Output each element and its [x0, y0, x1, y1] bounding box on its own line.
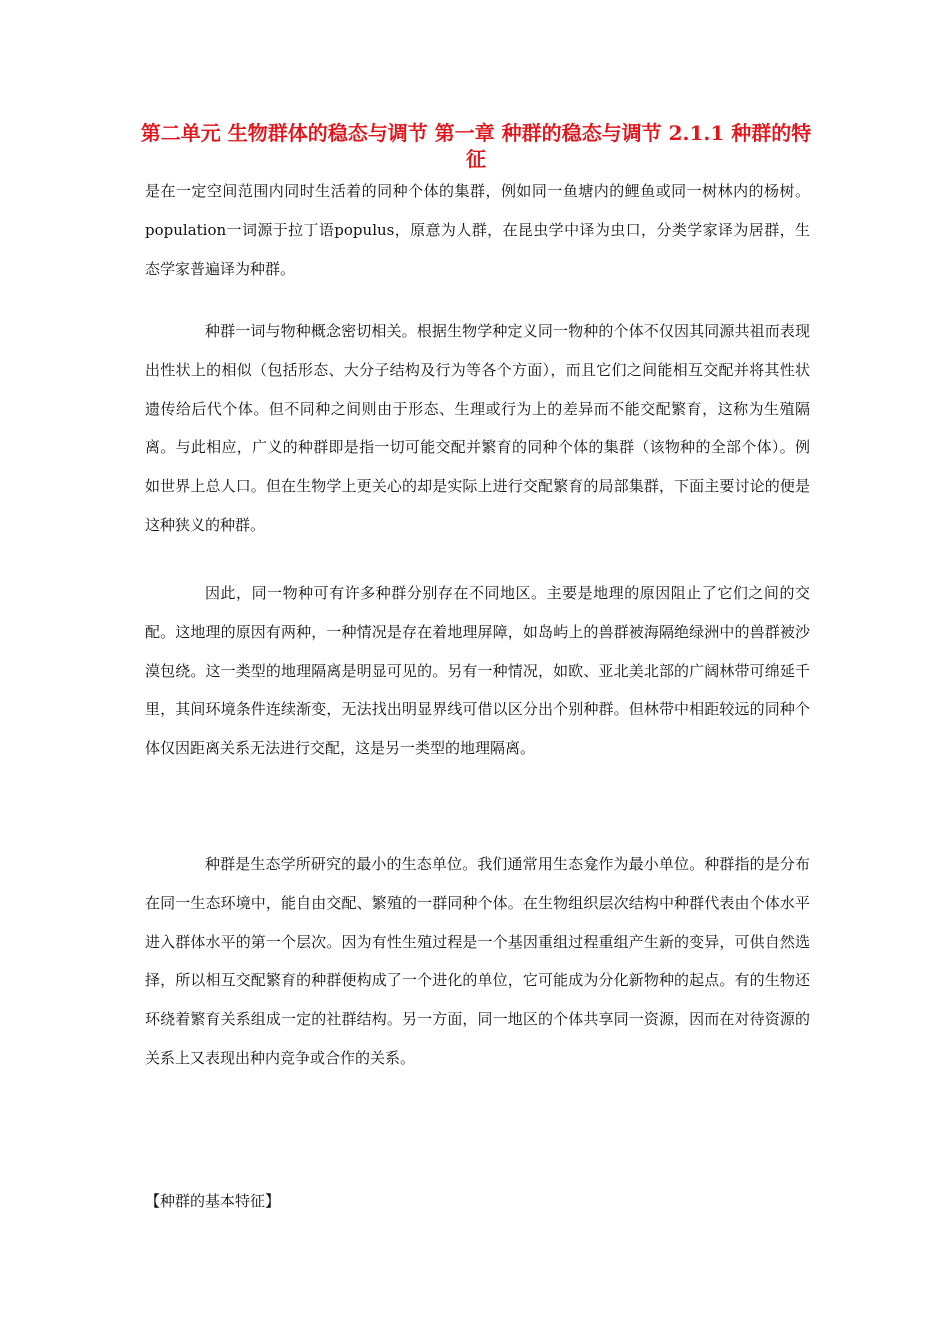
paragraph-definition: 是在一定空间范围内同时生活着的同种个体的集群，例如同一鱼塘内的鲤鱼或同一树林内的杨树。population一词源于拉丁语populus，原意为人群，在昆虫学中译为虫口，分类学家译为居群，生态学家普遍译为种群。 — [145, 182, 810, 278]
paragraph-geographic-isolation: 因此，同一物种可有许多种群分别存在不同地区。主要是地理的原因阻止了它们之间的交配。这地理的原因有两种，一种情况是存在着地理屏障，如岛屿上的兽群被海隔绝绿洲中的兽群被沙漠包绕。这一类型的地理隔离是明显可见的。另有一种情况，如欧、亚北美北部的广阔林带可绵延千里，其间环境条件连续渐变，无法找出明显界线可借以区分出个别种群。但林带中相距较远的同种个体仅因距离关系无法进行交配，这是另一类型的地理隔离。 — [145, 584, 810, 758]
section-heading: 【种群的基本特征】 — [145, 1192, 281, 1210]
paragraph-ecological-unit: 种群是生态学所研究的最小的生态单位。我们通常用生态龛作为最小单位。种群指的是分布在同一生态环境中，能自由交配、繁殖的一群同种个体。在生物组织层次结构中种群代表由个体水平进入群体水平的第一个层次。因为有性生殖过程是一个基因重组过程重组产生新的变异，可供自然选择，所以相互交配繁育的种群便构成了一个进化的单位，它可能成为分化新物种的起点。有的生物还环绕着繁育关系组成一定的社群结构。另一方面，同一地区的个体共享同一资源，因而在对待资源的关系上又表现出种内竞争或合作的关系。 — [145, 855, 810, 1067]
document-title: 第二单元 生物群体的稳态与调节 第一章 种群的稳态与调节 2.1.1 种群的特征 — [140, 121, 812, 171]
paragraph-species-concept: 种群一词与物种概念密切相关。根据生物学种定义同一物种的个体不仅因其同源共祖而表现出性状上的相似（包括形态、大分子结构及行为等各个方面），而且它们之间能相互交配并将其性状遗传给后代个体。但不同种之间则由于形态、生理或行为上的差异而不能交配繁育，这称为生殖隔离。与此相应，广义的种群即是指一切可能交配并繁育的同种个体的集群（该物种的全部个体）。例如世界上总人口。但在生物学上更关心的却是实际上进行交配繁育的局部集群，下面主要讨论的便是这种狭义的种群。 — [145, 322, 810, 534]
